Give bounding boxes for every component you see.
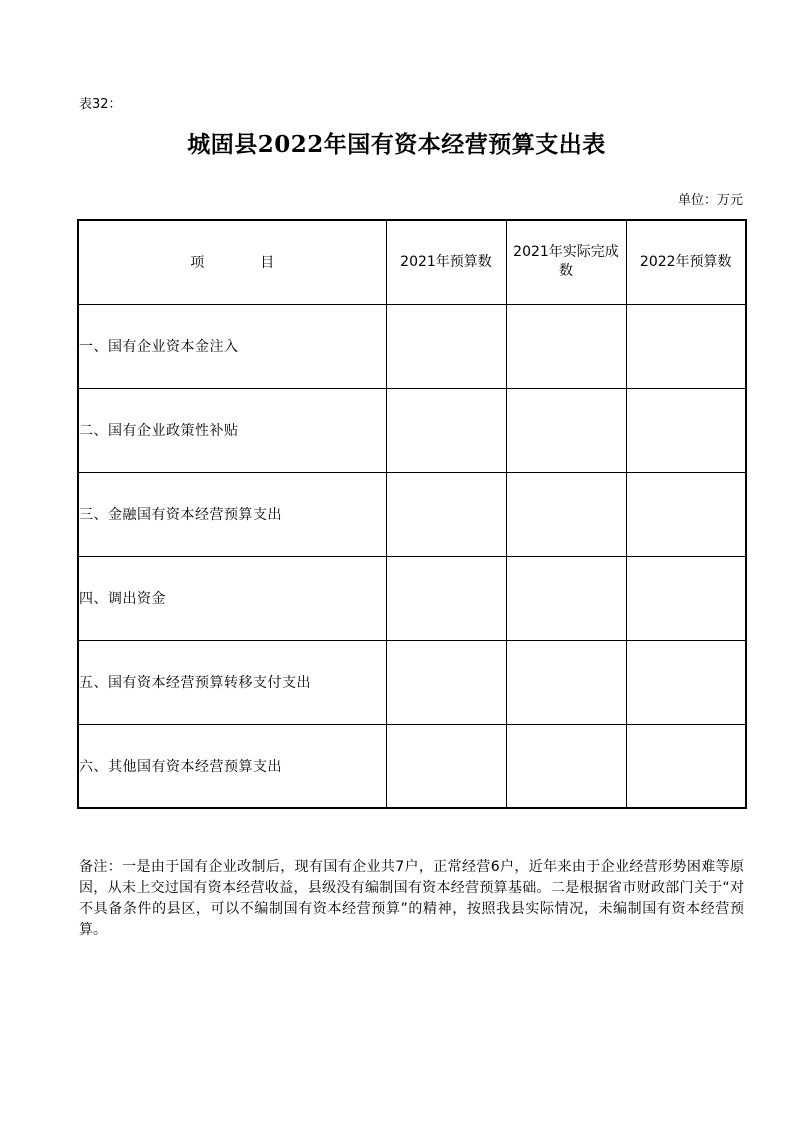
table-label: 表32： bbox=[79, 97, 122, 112]
row-name: 五、国有资本经营预算转移支付支出 bbox=[78, 640, 386, 724]
column-header-2021-actual-text: 2021年实际完成数 bbox=[513, 244, 619, 280]
cell-2021-budget bbox=[386, 724, 506, 808]
cell-2021-actual bbox=[506, 640, 626, 724]
row-name: 六、其他国有资本经营预算支出 bbox=[78, 724, 386, 808]
table-row bbox=[78, 388, 746, 472]
cell-2022-budget bbox=[626, 556, 746, 640]
cell-2022-budget bbox=[626, 304, 746, 388]
table-row bbox=[78, 640, 746, 724]
budget-table bbox=[77, 219, 747, 809]
table-row bbox=[78, 472, 746, 556]
row-name: 四、调出资金 bbox=[78, 556, 386, 640]
notes-paragraph: 备注：一是由于国有企业改制后，现有国有企业共7户，正常经营6户，近年来由于企业经营形势困难等原因，从未上交过国有资本经营收益，县级没有编制国有资本经营预算基础。二是根据省市财政部门关于“对不具备条件的县区，可以不编制国有资本经营预算”的精神，按照我县实际情况，未编制国有资本经营预算。 bbox=[79, 859, 744, 938]
table-row bbox=[78, 556, 746, 640]
table-row bbox=[78, 724, 746, 808]
cell-2021-budget bbox=[386, 388, 506, 472]
cell-2021-actual bbox=[506, 472, 626, 556]
page-title: 城固县2022年国有资本经营预算支出表 bbox=[187, 131, 606, 158]
cell-2022-budget bbox=[626, 472, 746, 556]
cell-2021-budget bbox=[386, 472, 506, 556]
cell-2021-actual bbox=[506, 388, 626, 472]
table-row bbox=[78, 304, 746, 388]
cell-2021-actual bbox=[506, 556, 626, 640]
cell-2022-budget bbox=[626, 724, 746, 808]
column-header-2021-budget: 2021年预算数 bbox=[386, 220, 506, 304]
unit-label: 单位：万元 bbox=[677, 193, 743, 208]
row-name: 二、国有企业政策性补贴 bbox=[78, 388, 386, 472]
cell-2021-budget bbox=[386, 556, 506, 640]
column-header-2022-budget: 2022年预算数 bbox=[626, 220, 746, 304]
column-header-2021-actual bbox=[506, 220, 626, 304]
cell-2021-budget bbox=[386, 304, 506, 388]
cell-2021-actual bbox=[506, 304, 626, 388]
column-header-item: 项 目 bbox=[78, 220, 386, 304]
row-name: 三、金融国有资本经营预算支出 bbox=[78, 472, 386, 556]
cell-2022-budget bbox=[626, 388, 746, 472]
cell-2022-budget bbox=[626, 640, 746, 724]
row-name: 一、国有企业资本金注入 bbox=[78, 304, 386, 388]
table-header-row bbox=[78, 220, 746, 304]
cell-2021-budget bbox=[386, 640, 506, 724]
cell-2021-actual bbox=[506, 724, 626, 808]
